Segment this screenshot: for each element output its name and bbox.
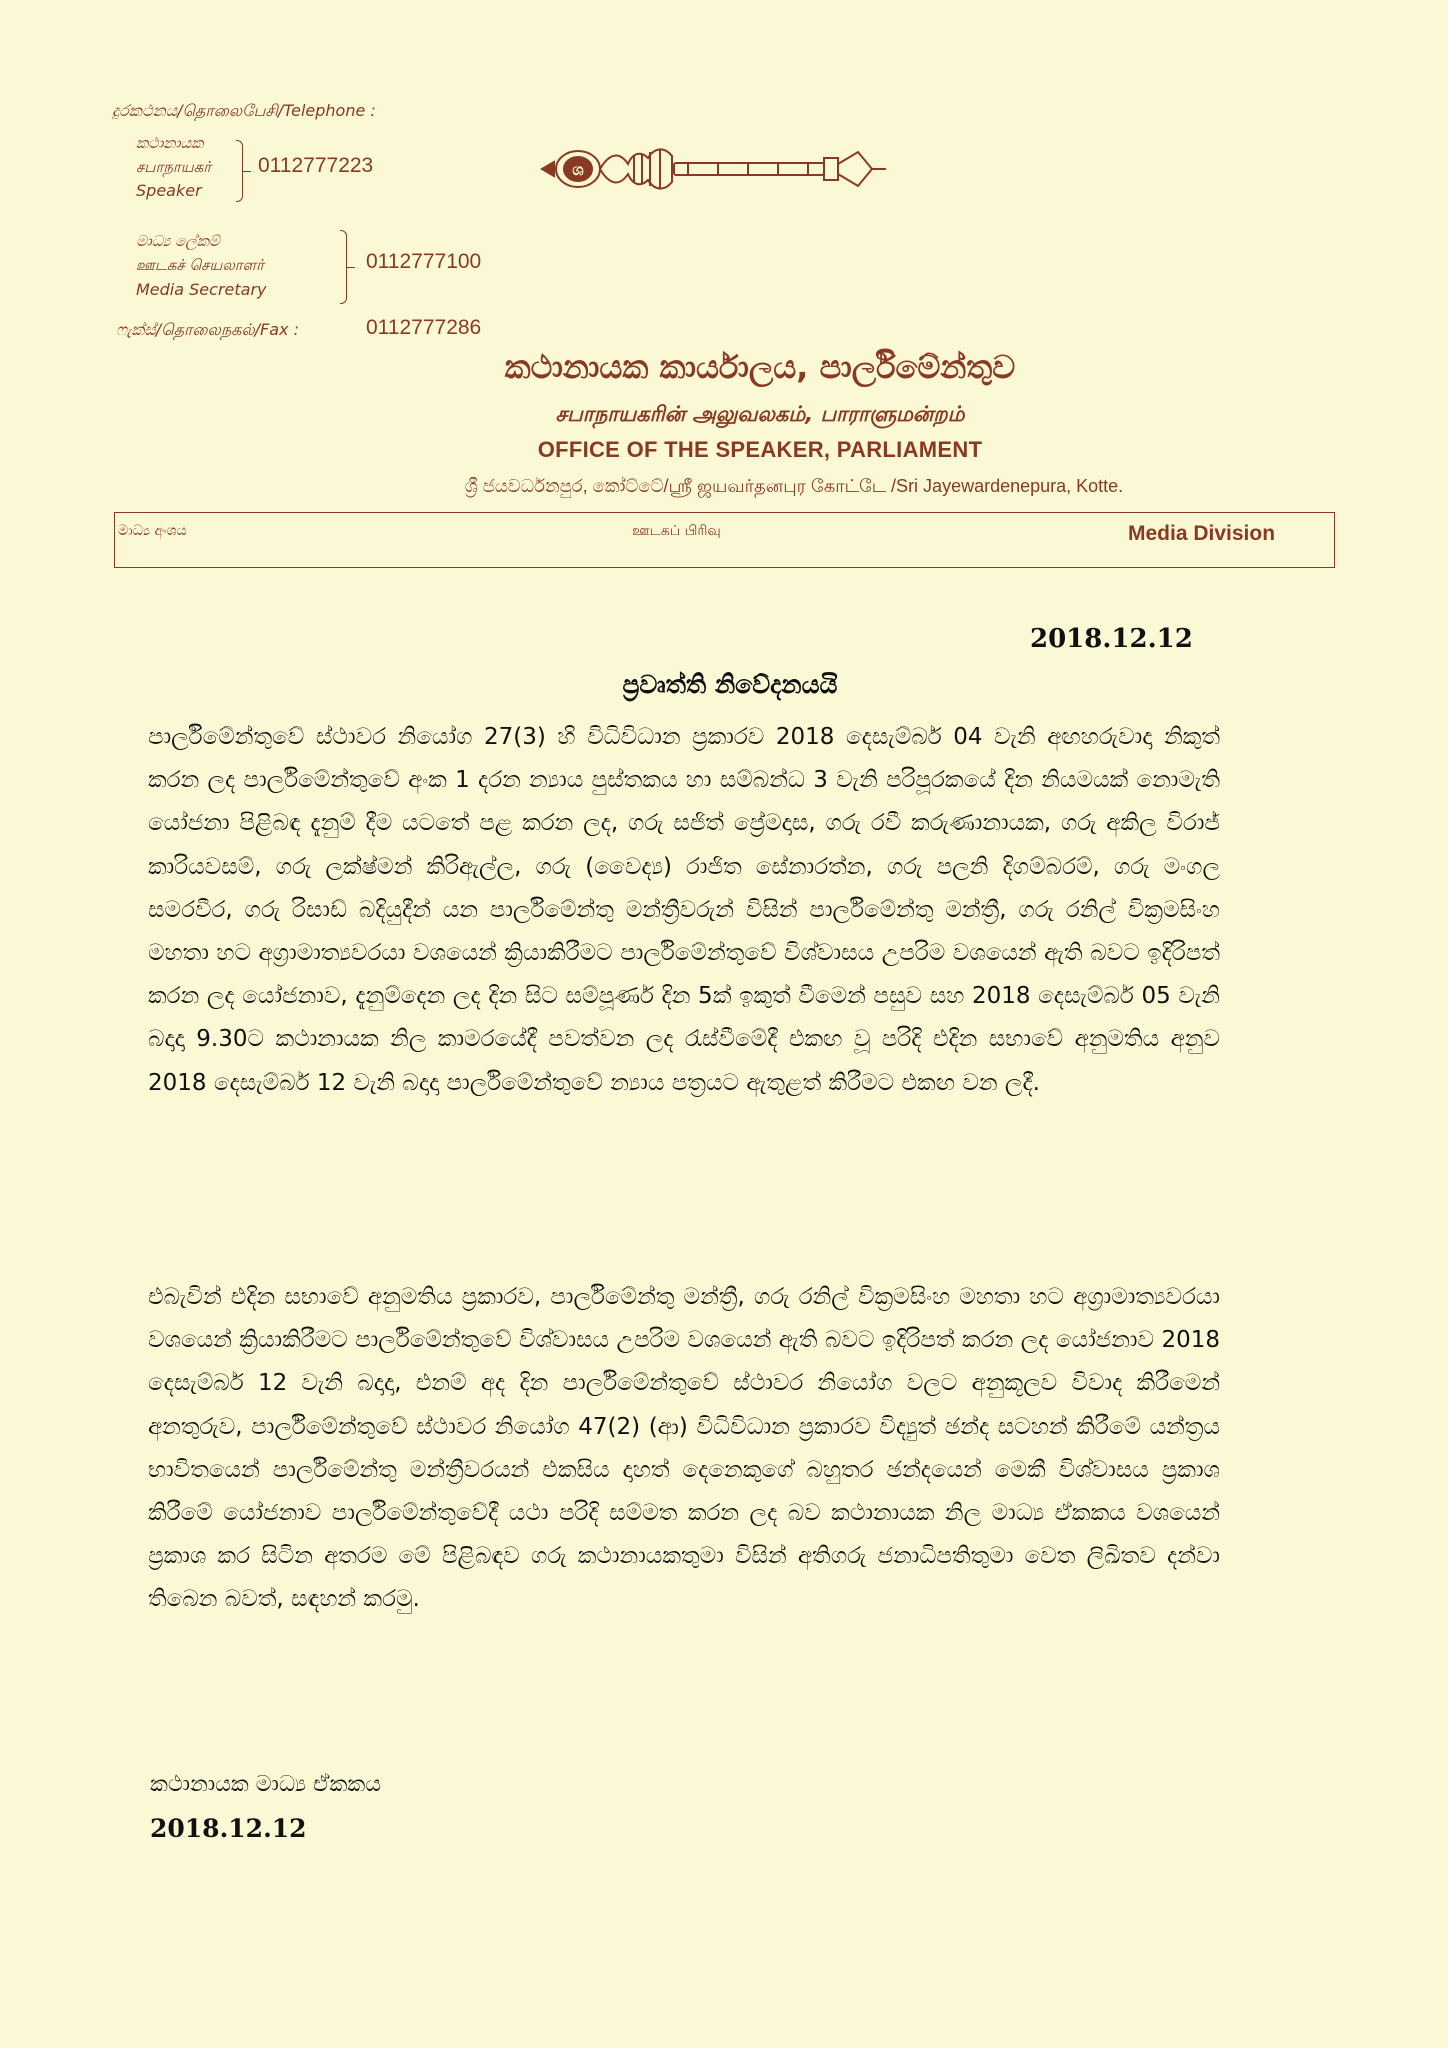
press-release-heading: ප්‍රවෘත්ති නිවේදනයයි: [622, 670, 838, 699]
release-date: 2018.12.12: [1030, 624, 1193, 654]
speaker-phone: 0112777223: [258, 154, 374, 177]
media-sec-label-ta: ஊடகச் செயலாளர்: [136, 256, 264, 274]
signature-unit: කථානායක මාධ්‍ය ඒකකය: [150, 1772, 382, 1797]
media-sec-phone: 0112777100: [366, 250, 482, 273]
fax-number: 0112777286: [366, 316, 482, 339]
office-name-sinhala: කථානායක කාර්යාලය, පාර්ලිමේන්තුව: [504, 348, 1016, 386]
division-label-sinhala: මාධ්‍ය අංශය: [118, 523, 187, 539]
body-paragraph-2: එබැවින් එදින සභාවේ අනුමතිය ප්‍රකාරව, පාර්ලිමේන්තු මන්ත්‍රී, ගරු රනිල් වික්‍රමසිංහ මහතා හට අග්‍රාමාත්‍යවරයා වශයෙන් ක්‍රියාකිරීමට පාර්ලිමේන්තුවේ විශ්වාසය උපරිම වශයෙන් ඇති බවට ඉදිරිපත් කරන ලද යෝජනාව 2018 දෙසැම්බර් 12 වැනි බදාදා, එනම් අද දින පාර්ලිමේන්තුවේ ස්ථාවර නියෝග වලට අනුකූලව විවාද කිරීමෙන් අනතුරුව, පාර්ලිමේන්තුවේ ස්ථාවර නියෝග 47(2) (ආ) විධිවිධාන ප්‍රකාරව විද්‍යුත් ඡන්ද සටහන් කිරීමේ යන්ත්‍රය භාවිතයෙන් පාර්ලිමේන්තු මන්ත්‍රීවරයන් එකසිය දාහත් දෙනෙකුගේ බහුතර ඡන්දයෙන් මෙකී විශ්වාසය ප්‍රකාශ කිරීමේ යෝජනාව පාර්ලිමේන්තුවේදී යථා පරිදි සම්මත කරන ලද බව කථානායක නිල මාධ්‍ය ඒකකය වශයෙන් ප්‍රකාශ කර සිටින අතරම මේ පිළිබඳව ගරු කථානායකතුමා විසින් අතිගරු ජනාධිපතිතුමා වෙත ලිඛිතව දන්වා තිබෙන බවත්, සඳහන් කරමු.: [148, 1284, 1220, 1613]
office-address: ශ්‍රී ජයවර්ධනපුර, කෝට්ටේ/ஸ்ரீ ஜயவர்தனபுர கோட்டே /Sri Jayewardenepura, Kotte.: [464, 476, 1124, 496]
speaker-brace: [236, 140, 243, 202]
division-label-tamil: ஊடகப் பிரிவு: [632, 523, 721, 539]
division-label-english: Media Division: [1128, 522, 1276, 545]
speaker-label-si: කථානායක: [136, 134, 204, 152]
svg-text:ශ: ශ: [572, 160, 584, 179]
fax-label: ෆැක්ස්/தொலைநகல்/Fax :: [116, 320, 299, 339]
telephone-label: දුරකථනය/தொலைபேசி/Telephone :: [112, 101, 376, 120]
media-sec-label-si: මාධ්‍ය ලේකම්: [136, 232, 220, 250]
signature-date: 2018.12.12: [150, 1814, 307, 1843]
media-sec-label-en: Media Secretary: [136, 280, 267, 299]
media-sec-brace: [340, 230, 347, 304]
mace-emblem-icon: [538, 134, 890, 204]
office-name-english: OFFICE OF THE SPEAKER, PARLIAMENT: [537, 437, 983, 462]
body-paragraph-1: පාර්ලිමේන්තුවේ ස්ථාවර නියෝග 27(3) හි විධිවිධාන ප්‍රකාරව 2018 දෙසැම්බර් 04 වැනි අඟහරුවාදා නිකුත් කරන ලද පාර්ලිමේන්තුවේ අංක 1 දරන න්‍යාය පුස්තකය හා සම්බන්ධ 3 වැනි පරිපූරකයේ දින නියමයක් නොමැති යෝජනා පිළිබඳ දැනුම් දීම යටතේ පළ කරන ලද, ගරු සජිත් ප්‍රේමදාස, ගරු රවී කරුණානායක, ගරු අකිල විරාජ් කාරියවසම්, ගරු ලක්ෂ්මන් කිරිඇල්ල, ගරු (වෛද්‍ය) රාජිත සේනාරත්න, ගරු පලනි දිගම්බරම්, ගරු මංගල සමරවීර, ගරු රිසාඩ් බදියුදීන් යන පාර්ලිමේන්තු මන්ත්‍රීවරුන් විසින් පාර්ලිමේන්තු මන්ත්‍රී, ගරු රනිල් වික්‍රමසිංහ මහතා හට අග්‍රාමාත්‍යවරයා වශයෙන් ක්‍රියාකිරීමට පාර්ලිමේන්තුවේ විශ්වාසය උපරිම වශයෙන් ඇති බවට ඉදිරිපත් කරන ලද යෝජනාව, දැනුම්දෙන ලද දින සිට සම්පූර්ණ දින 5ක් ඉකුත් වීමෙන් පසුව සහ 2018 දෙසැම්බර් 05 වැනි බදාදා 9.30ට කථානායක නිල කාමරයේදී පවත්වන ලද රැස්වීමේදී එකඟ වූ පරිදි එදින සභාවේ අනුමතිය අනුව 2018 දෙසැම්බර් 12 වැනි බදාදා පාර්ලිමේන්තුවේ න්‍යාය පත්‍රයට ඇතුළත් කිරීමට එකඟ වන ලදී.: [148, 724, 1220, 1096]
speaker-label-ta: சபாநாயகர்: [136, 158, 212, 176]
speaker-label-en: Speaker: [136, 181, 202, 200]
office-name-tamil: சபாநாயகரின் அலுவலகம், பாராளுமன்றம்: [555, 402, 965, 426]
